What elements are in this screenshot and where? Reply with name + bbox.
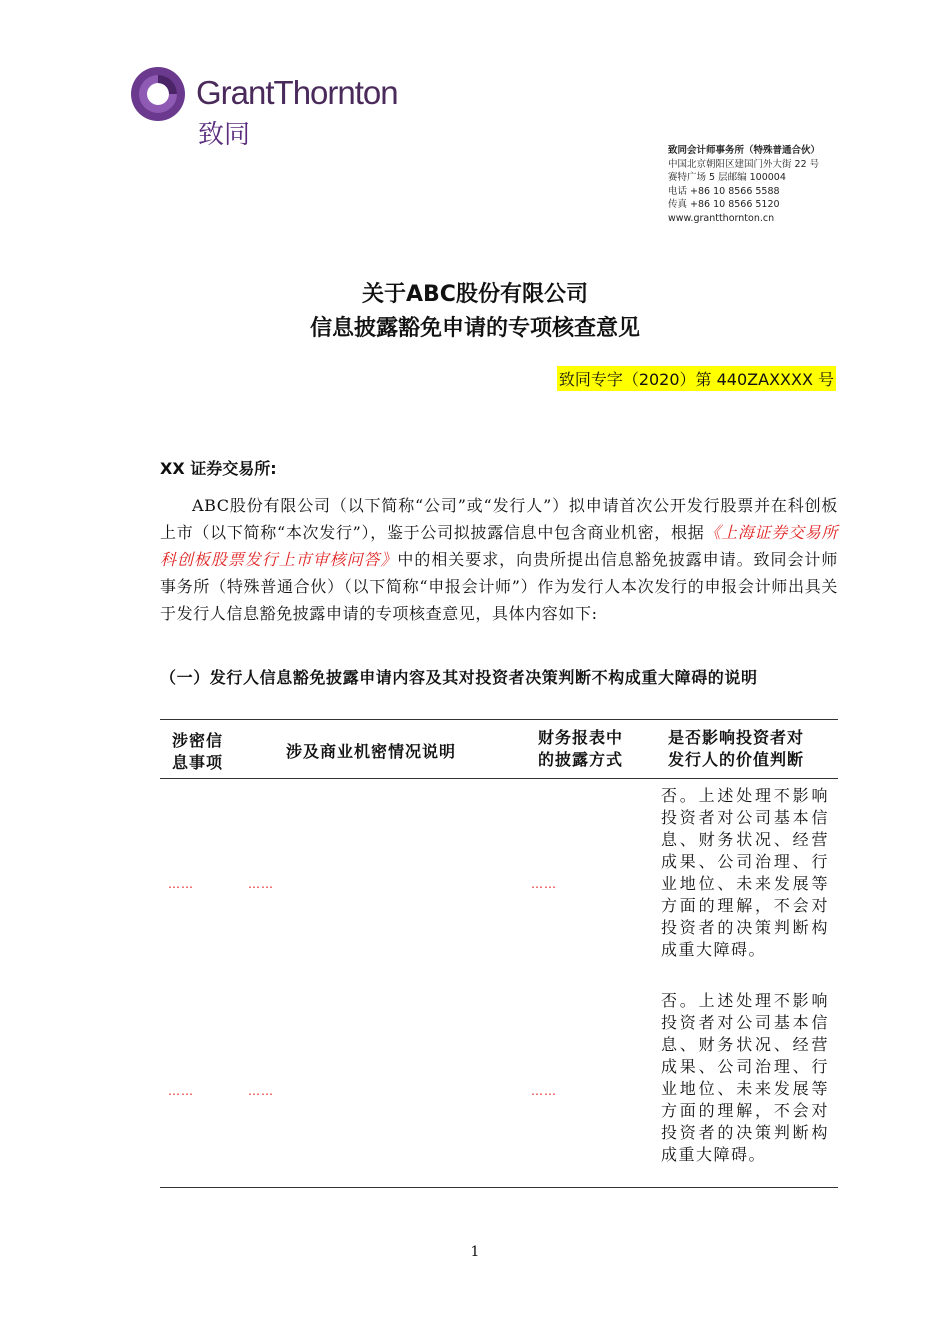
document-title-line1: 关于ABC股份有限公司 — [362, 282, 588, 307]
table-header-impact: 是否影响投资者对 发行人的价值判断 — [668, 728, 805, 769]
table-bottom-border — [160, 1187, 838, 1188]
table-header-description: 涉及商业机密情况说明 — [286, 742, 457, 761]
table-header-border — [160, 778, 838, 779]
logo-brand-text: GrantThornton — [196, 74, 398, 111]
firm-phone: 电话 +86 10 8566 5588 — [668, 185, 780, 197]
reference-number: 致同专字（2020）第 440ZAXXXX 号 — [557, 366, 836, 391]
body-part1: ABC股份有限公司（以下简称“公司”或“发行人”）拟申请首次公开发行股票并在科创板上市（以下简称“本次发行”），鉴于公司拟披露信息中包含商业机密，根据 — [160, 496, 838, 542]
table-header-method: 财务报表中 的披露方式 — [538, 728, 624, 769]
grant-thornton-logo-mark-icon — [130, 66, 186, 122]
row1-description: …… — [248, 877, 274, 891]
body-paragraph — [160, 492, 838, 627]
firm-address-line2: 赛特广场 5 层邮编 100004 — [668, 172, 786, 183]
table-top-border — [160, 719, 838, 720]
firm-address-line1: 中国北京朝阳区建国门外大街 22 号 — [668, 158, 820, 170]
firm-fax: 传真 +86 10 8566 5120 — [668, 199, 780, 210]
page-number: 1 — [470, 1244, 480, 1260]
cited-rule: 《上海证券交易所科创板股票发行上市审核问答》 — [160, 523, 838, 569]
row1-method: …… — [531, 877, 557, 891]
row1-impact: 否。上述处理不影响投资者对公司基本信息、财务状况、经营成果、公司治理、行业地位、未来发展等方面的理解，不会对投资者的决策判断构成重大障碍。 — [661, 786, 829, 959]
body-part2: 中的相关要求，向贵所提出信息豁免披露申请。致同会计师事务所（特殊普通合伙）（以下简称“申报会计师”）作为发行人本次发行的申报会计师出具关于发行人信息豁免披露申请的专项核查意见，具体内容如下: — [160, 550, 838, 623]
firm-website: www.grantthornton.cn — [668, 212, 775, 224]
table-header-item: 涉密信 息事项 — [172, 731, 224, 772]
firm-name: 致同会计师事务所（特殊普通合伙） — [668, 145, 821, 156]
row2-impact: 否。上述处理不影响投资者对公司基本信息、财务状况、经营成果、公司治理、行业地位、未来发展等方面的理解，不会对投资者的决策判断构成重大障碍。 — [661, 991, 829, 1164]
row2-description: …… — [248, 1084, 274, 1098]
row2-method: …… — [531, 1084, 557, 1098]
document-title-line2: 信息披露豁免申请的专项核查意见 — [309, 316, 640, 341]
grant-thornton-logo — [130, 62, 410, 150]
row1-item: …… — [168, 877, 194, 891]
section-heading: （一）发行人信息豁免披露申请内容及其对投资者决策判断不构成重大障碍的说明 — [160, 668, 758, 687]
logo-chinese-text: 致同 — [198, 120, 251, 150]
addressee: XX 证券交易所: — [160, 459, 277, 478]
firm-contact-block — [668, 144, 820, 225]
row2-item: …… — [168, 1084, 194, 1098]
